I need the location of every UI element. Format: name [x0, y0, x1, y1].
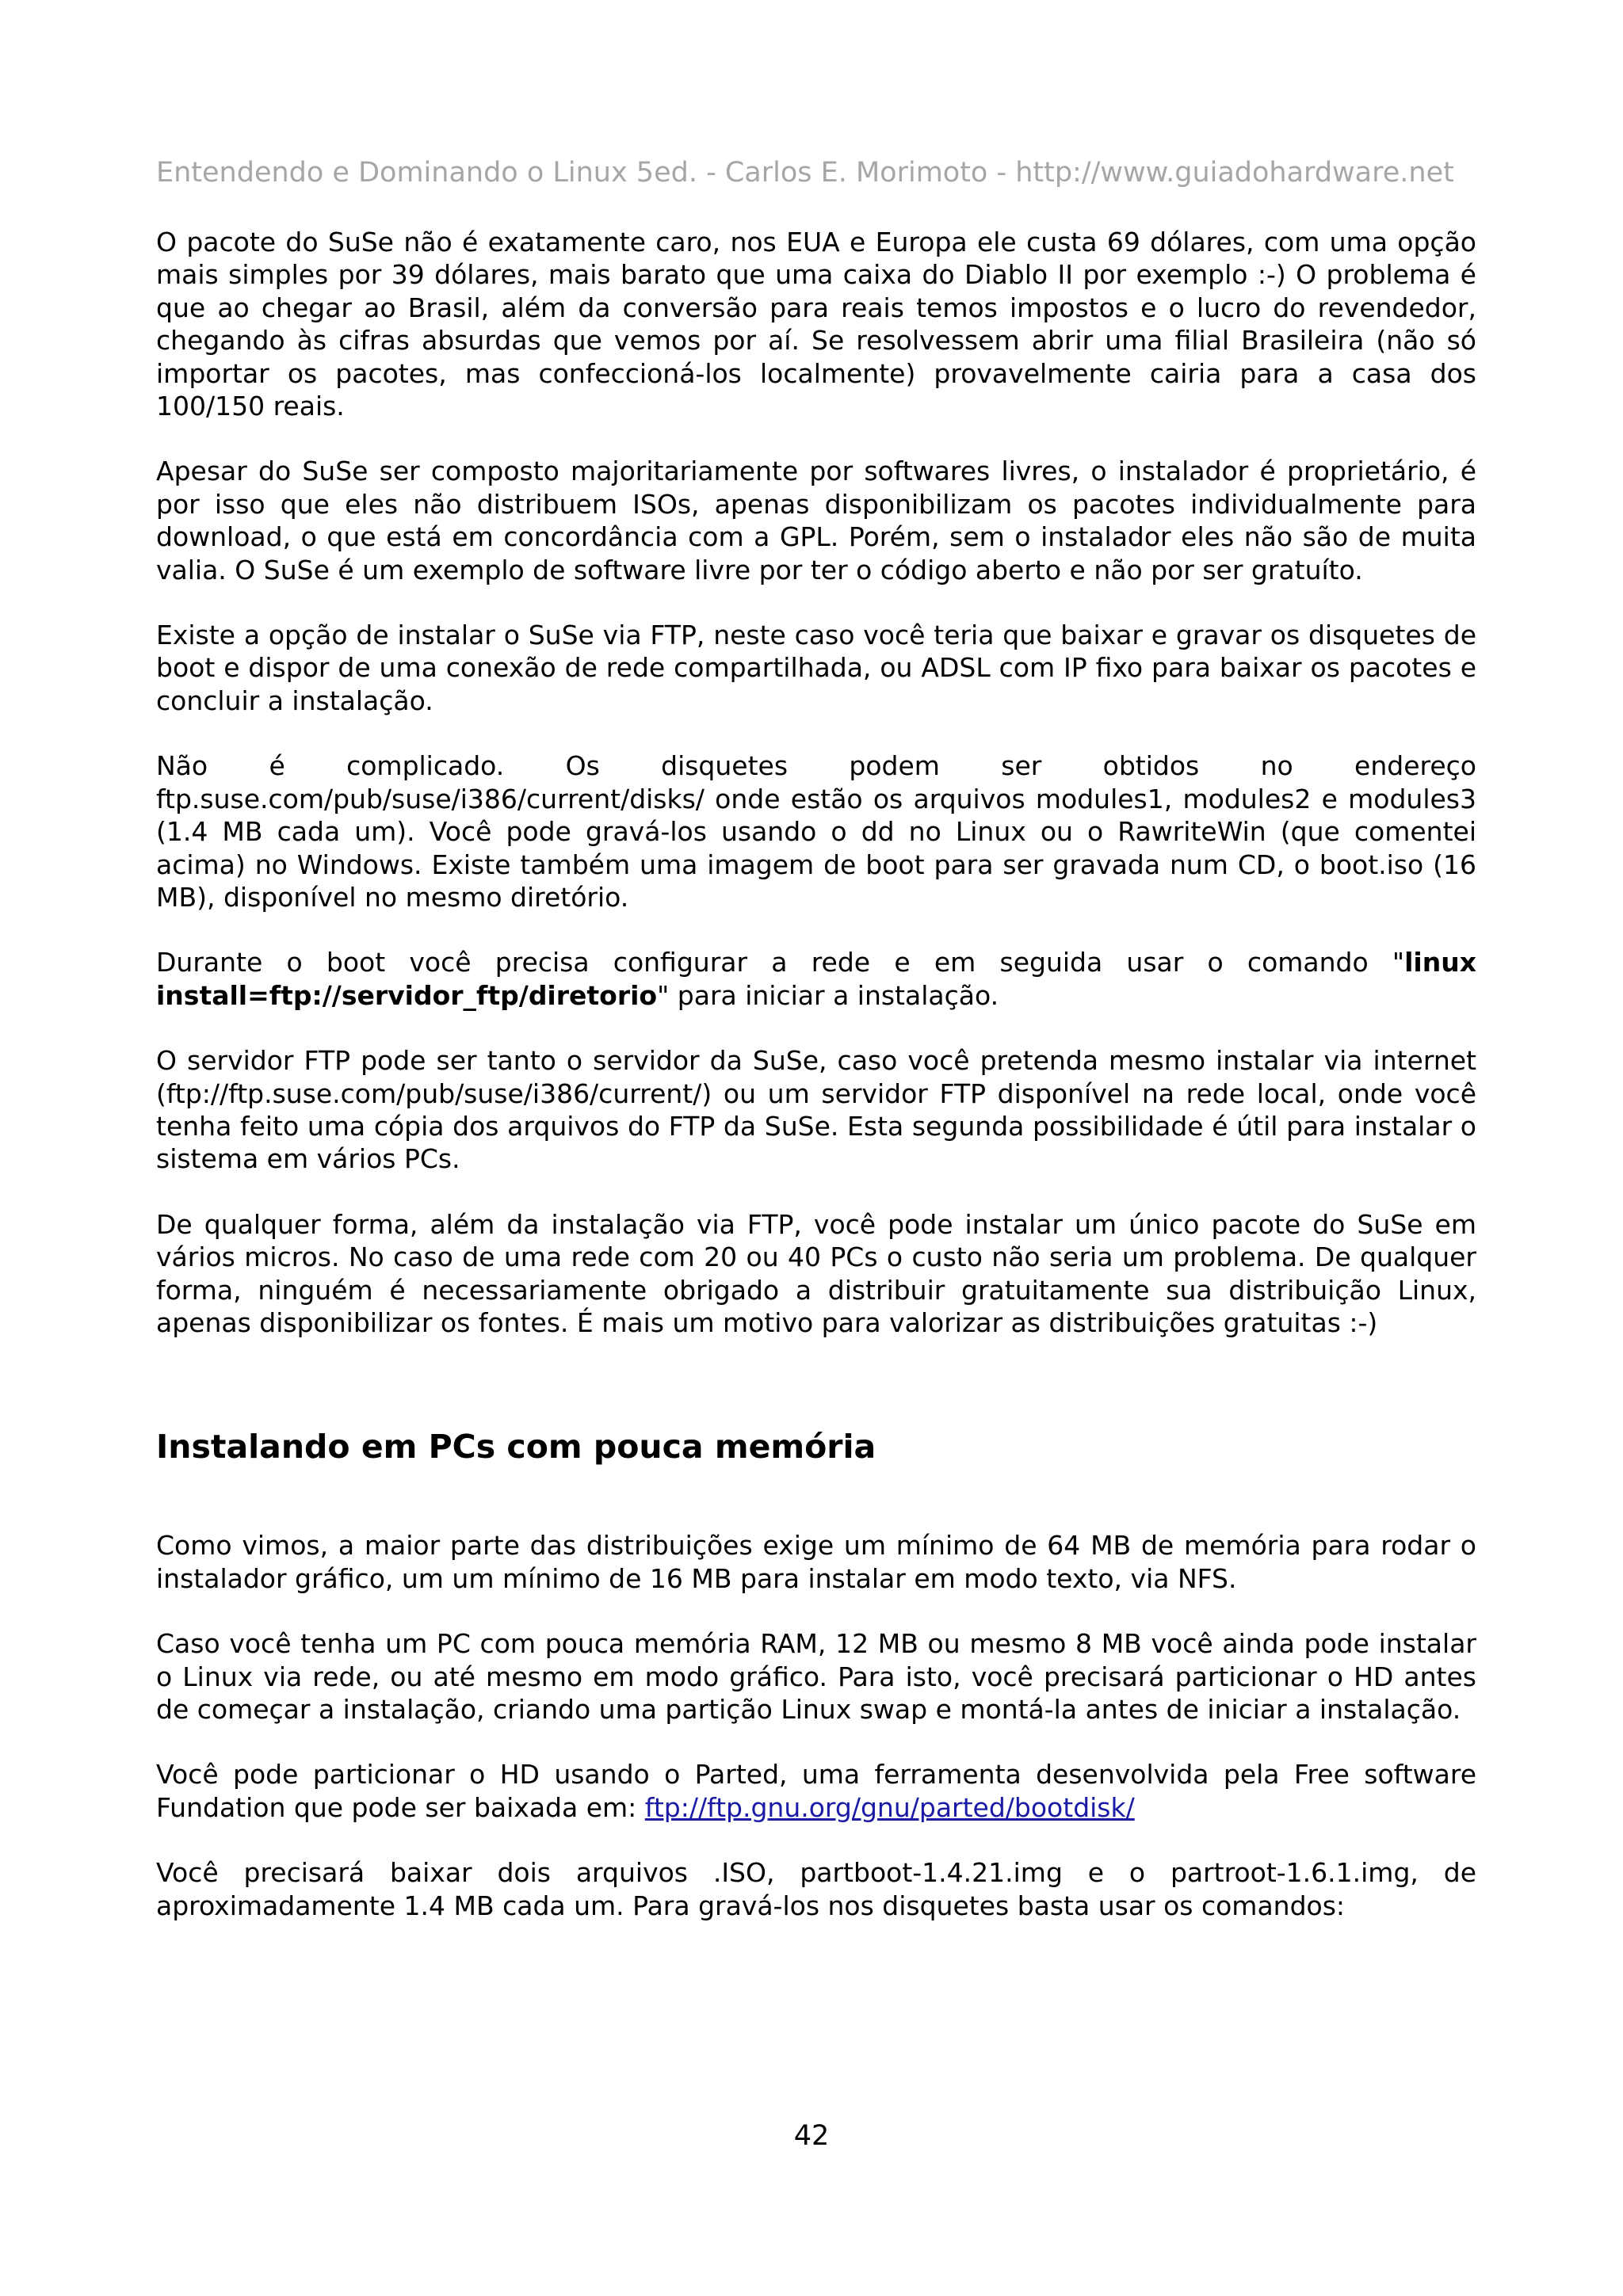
paragraph-memory-requirements: Como vimos, a maior parte das distribuições exige um mínimo de 64 MB de memória para rodar o instalador gráfico, um um mínimo de 16 MB para instalar em modo texto, via NFS.: [156, 1530, 1476, 1594]
boot-command: linux install=ftp://servidor_ftp/diretorio: [156, 947, 1476, 1011]
boot-command-intro: Durante o boot você precisa configurar a rede e em seguida usar o comando ": [156, 947, 1405, 978]
paragraph-iso-files: Você precisará baixar dois arquivos .ISO, partboot-1.4.21.img e o partroot-1.6.1.img, de aproximadamente 1.4 MB cada um. Para gravá-los nos disquetes basta usar os comandos:: [156, 1857, 1476, 1921]
boot-command-outro: " para iniciar a instalação.: [657, 979, 999, 1011]
paragraph-any-case: De qualquer forma, além da instalação via FTP, você pode instalar um único pacote do SuSe em vários micros. No caso de uma rede com 20 ou 40 PCs o custo não seria um problema. De qualquer forma, ninguém é necessariamente obrigado a distribuir gratuitamente sua distribuição Linux, apenas disponibilizar os fontes. É mais um motivo para valorizar as distribuições gratuitas :-): [156, 1208, 1476, 1338]
page-number: 42: [793, 2120, 830, 2152]
paragraph-floppy-disks: Não é complicado. Os disquetes podem ser obtidos no endereço ftp.suse.com/pub/suse/i386/current/disks/ onde estão os arquivos modules1, modules2 e modules3 (1.4 MB cada um). Você pode gravá-los usando o dd no Linux ou o RawriteWin (que comentei acima) no Windows. Existe também uma imagem de boot para ser gravada num CD, o boot.iso (16 MB), disponível no mesmo diretório.: [156, 750, 1476, 913]
running-header: Entendendo e Dominando o Linux 5ed. - Carlos E. Morimoto - http://www.guiadohardware.net: [156, 157, 1454, 189]
parted-text: Você pode particionar o HD usando o Parted, uma ferramenta desenvolvida pela Free software Fundation que pode ser baixada em:: [156, 1759, 1476, 1823]
parted-download-link[interactable]: ftp://ftp.gnu.org/gnu/parted/bootdisk/: [644, 1791, 1135, 1823]
paragraph-suse-installer: Apesar do SuSe ser composto majoritariamente por softwares livres, o instalador é proprietário, é por isso que eles não distribuem ISOs, apenas disponibilizam os pacotes individualmente para download, o que está em concordância com a GPL. Porém, sem o instalador eles não são de muita valia. O SuSe é um exemplo de software livre por ter o código aberto e não por ser gratuíto.: [156, 456, 1476, 585]
page-body: [156, 226, 1476, 1955]
paragraph-boot-command: [156, 946, 1476, 1012]
paragraph-ftp-server: O servidor FTP pode ser tanto o servidor da SuSe, caso você pretenda mesmo instalar via internet (ftp://ftp.suse.com/pub/suse/i386/current/) ou um servidor FTP disponível na rede local, onde você tenha feito uma cópia dos arquivos do FTP da SuSe. Esta segunda possibilidade é útil para instalar o sistema em vários PCs.: [156, 1045, 1476, 1175]
paragraph-ftp-option: Existe a opção de instalar o SuSe via FTP, neste caso você teria que baixar e gravar os disquetes de boot e dispor de uma conexão de rede compartilhada, ou ADSL com IP fixo para baixar os pacotes e concluir a instalação.: [156, 620, 1476, 716]
section-heading: Instalando em PCs com pouca memória: [156, 1428, 876, 1466]
paragraph-low-ram: Caso você tenha um PC com pouca memória RAM, 12 MB ou mesmo 8 MB você ainda pode instalar o Linux via rede, ou até mesmo em modo gráfico. Para isto, você precisará particionar o HD antes de começar a instalação, criando uma partição Linux swap e montá-la antes de iniciar a instalação.: [156, 1628, 1476, 1725]
paragraph-parted: [156, 1758, 1476, 1824]
paragraph-suse-price: O pacote do SuSe não é exatamente caro, nos EUA e Europa ele custa 69 dólares, com uma opção mais simples por 39 dólares, mais barato que uma caixa do Diablo II por exemplo :-) O problema é que ao chegar ao Brasil, além da conversão para reais temos impostos e o lucro do revendedor, chegando às cifras absurdas que vemos por aí. Se resolvessem abrir uma filial Brasileira (não só importar os pacotes, mas confeccioná-los localmente) provavelmente cairia para a casa dos 100/150 reais.: [156, 227, 1476, 422]
